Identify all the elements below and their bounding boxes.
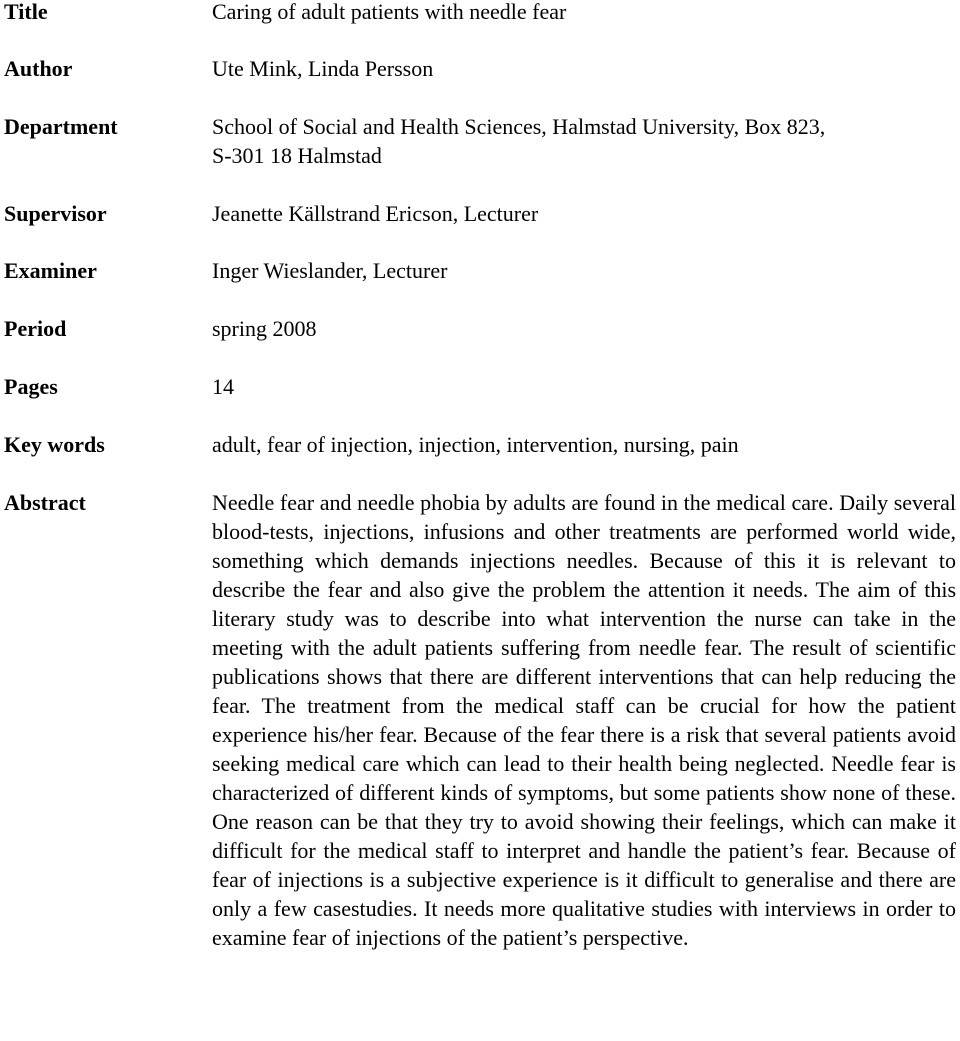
author-value: Ute Mink, Linda Persson [212,56,434,81]
examiner-value: Inger Wieslander, Lecturer [212,258,448,283]
key-words-label: Key words [4,432,105,457]
supervisor-label: Supervisor [4,201,107,226]
department-value-line2: S-301 18 Halmstad [212,143,382,168]
department-label: Department [4,114,118,139]
author-label: Author [4,56,73,81]
abstract-label: Abstract [4,490,86,515]
title-value: Caring of adult patients with needle fear [212,0,567,24]
abstract-text: Needle fear and needle phobia by adults are found in the medical care. Daily several blood-tests, injections, infusions and other treatments are performed world wide, something which demands injections needles. Because of this it is relevant to describe the fear and also give the problem the attention it needs. The aim of this literary study was to describe into what intervention the nurse can take in the meeting with the adult patients suffering from needle fear. The result of scientific publications shows that there are different interventions that can help reducing the fear. The treatment from the medical staff can be crucial for how the patient experience his/her fear. Because of the fear there is a risk that several patients avoid seeking medical care which can lead to their health being neglected. Needle fear is characterized of different kinds of symptoms, but some patients show none of these. One reason can be that they try to avoid showing their feelings, which can make it difficult for the medical staff to interpret and handle the patient’s fear. Because of fear of injections is a subjective experience is it difficult to generalise and there are only a few casestudies. It needs more qualitative studies with interviews in order to examine fear of injections of the patient’s perspective. [212,490,956,950]
pages-label: Pages [4,374,58,399]
supervisor-value: Jeanette Källstrand Ericson, Lecturer [212,201,539,226]
key-words-value: adult, fear of injection, injection, intervention, nursing, pain [212,432,739,457]
period-value: spring 2008 [212,316,317,341]
title-label: Title [4,0,48,24]
pages-value: 14 [212,374,234,399]
examiner-label: Examiner [4,258,97,283]
department-value-line1: School of Social and Health Sciences, Halmstad University, Box 823, [212,114,826,139]
period-label: Period [4,316,67,341]
